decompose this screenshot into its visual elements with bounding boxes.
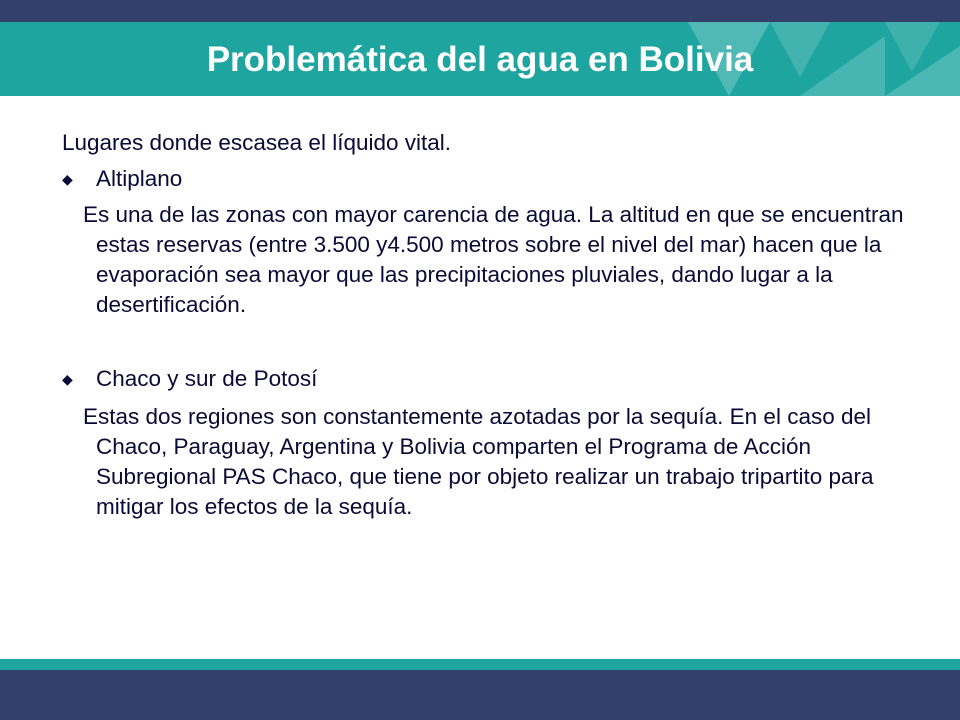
- section-paragraph: Estas dos regiones son constantemente azotadas por la sequía. En el caso del Chaco, Paraguay, Argentina y Bolivia comparten el Programa de Acción Subregional PAS Chaco, que tiene por objeto realizar un trabajo tripartito para mitigar los efectos de la sequía.: [83, 404, 874, 519]
- bullet-heading: Altiplano: [96, 166, 183, 191]
- top-band: [0, 0, 960, 22]
- slide-title: Problemática del agua en Bolivia: [206, 40, 754, 79]
- bullet-chaco: [62, 364, 922, 394]
- bullet-altiplano: [62, 164, 922, 194]
- footer-accent-stripe: [0, 659, 960, 670]
- bullet-heading: Chaco y sur de Potosí: [96, 366, 318, 391]
- intro-text: Lugares donde escasea el líquido vital.: [62, 130, 452, 155]
- slide-body: [62, 128, 922, 522]
- title-bar: [0, 22, 960, 96]
- section-paragraph: Es una de las zonas con mayor carencia de agua. La altitud en que se encuentran estas reservas (entre 3.500 y4.500 metros sobre el nivel del mar) hacen que la evaporación sea mayor que las precipitaciones pluviales, dando lugar a la desertificación.: [83, 202, 904, 317]
- footer-band: [0, 670, 960, 720]
- diamond-bullet-icon: ◆: [62, 371, 73, 387]
- diamond-bullet-icon: ◆: [62, 171, 73, 187]
